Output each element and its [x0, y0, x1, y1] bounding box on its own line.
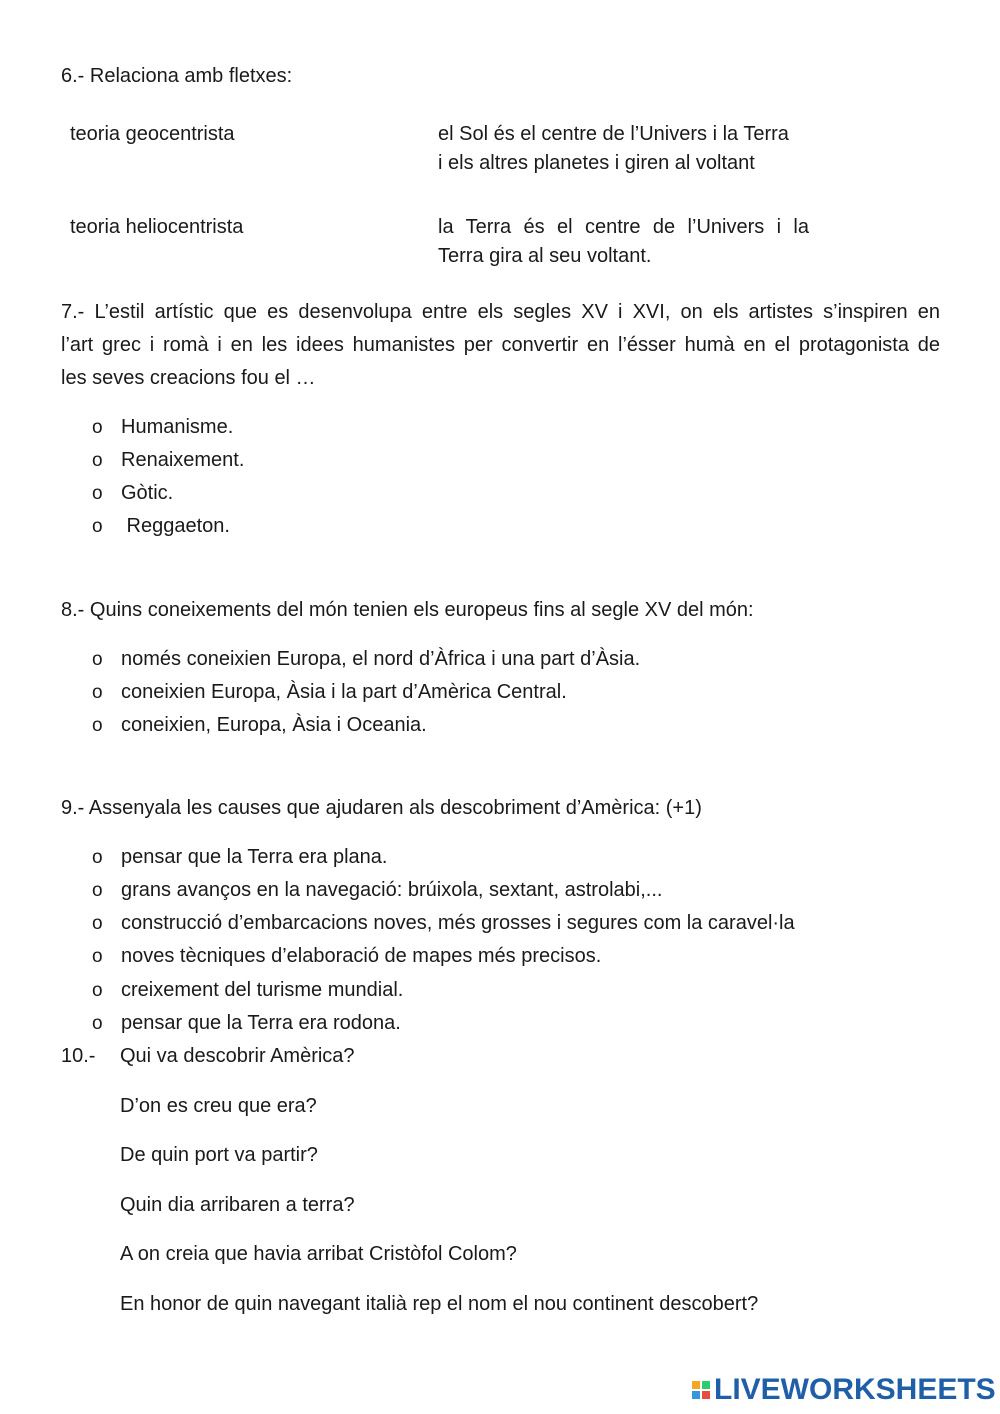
q10-question: A on creia que havia arribat Cristòfol Colom?: [120, 1243, 517, 1265]
bullet-circle-icon: o: [92, 682, 103, 703]
q10-question: D’on es creu que era?: [120, 1095, 317, 1117]
q7-question-line: l’art grec i romà i en les idees humanistes per convertir en l’ésser humà en el protagonista de: [61, 334, 940, 356]
q10-question: Quin dia arribaren a terra?: [120, 1194, 355, 1216]
q9-option[interactable]: [92, 876, 662, 905]
q7-option[interactable]: [92, 512, 230, 541]
q6-right-item-line: Terra gira al seu voltant.: [438, 245, 652, 267]
q7-question-line: les seves creacions fou el …: [61, 367, 316, 389]
logo-mark-icon: [692, 1381, 710, 1399]
q7-option[interactable]: [92, 479, 173, 508]
bullet-circle-icon: o: [92, 649, 103, 670]
bullet-circle-icon: o: [92, 417, 103, 438]
q6-title: 6.- Relaciona amb fletxes:: [61, 65, 293, 87]
q6-left-item: teoria heliocentrista: [70, 216, 244, 238]
option-label: noves tècniques d’elaboració de mapes més precisos.: [121, 945, 602, 967]
q9-option[interactable]: [92, 843, 387, 872]
q7-question-line: 7.- L’estil artístic que es desenvolupa entre els segles XV i XVI, on els artistes s’inspiren en: [61, 301, 940, 323]
bullet-circle-icon: o: [92, 483, 103, 504]
q9-title: 9.- Assenyala les causes que ajudaren als descobriment d’Amèrica: (+1): [61, 797, 702, 819]
q9-option[interactable]: [92, 976, 403, 1005]
q6-right-item-line: i els altres planetes i giren al voltant: [438, 152, 755, 174]
bullet-circle-icon: o: [92, 913, 103, 934]
bullet-circle-icon: o: [92, 516, 103, 537]
option-label: només coneixien Europa, el nord d’Àfrica i una part d’Àsia.: [121, 648, 641, 670]
q10-question: En honor de quin navegant italià rep el nom el nou continent descobert?: [120, 1293, 759, 1315]
q9-option[interactable]: [92, 1009, 401, 1038]
bullet-circle-icon: o: [92, 946, 103, 967]
option-label: creixement del turisme mundial.: [121, 979, 404, 1001]
q10-question: De quin port va partir?: [120, 1144, 318, 1166]
option-label: coneixien Europa, Àsia i la part d’Amèrica Central.: [121, 681, 567, 703]
option-label: pensar que la Terra era rodona.: [121, 1012, 401, 1034]
q9-option[interactable]: [92, 909, 795, 938]
bullet-circle-icon: o: [92, 847, 103, 868]
option-label: coneixien, Europa, Àsia i Oceania.: [121, 714, 427, 736]
q6-left-item: teoria geocentrista: [70, 123, 235, 145]
option-label: Renaixement.: [121, 449, 245, 471]
q9-option[interactable]: [92, 942, 601, 971]
q8-title: 8.- Quins coneixements del món tenien els europeus fins al segle XV del món:: [61, 599, 754, 621]
q6-right-item-line: la Terra és el centre de l’Univers i la: [438, 216, 809, 238]
bullet-circle-icon: o: [92, 715, 103, 736]
q10-question: Qui va descobrir Amèrica?: [120, 1045, 355, 1067]
bullet-circle-icon: o: [92, 880, 103, 901]
option-label: Humanisme.: [121, 416, 234, 438]
option-label: construcció d’embarcacions noves, més grosses i segures com la caravel·la: [121, 912, 795, 934]
q7-option[interactable]: [92, 413, 233, 442]
q8-option[interactable]: [92, 711, 427, 740]
option-label: Gòtic.: [121, 482, 174, 504]
logo-text: LIVEWORKSHEETS: [714, 1373, 996, 1406]
option-label: grans avanços en la navegació: brúixola, sextant, astrolabi,...: [121, 879, 663, 901]
q7-option[interactable]: [92, 446, 244, 475]
bullet-circle-icon: o: [92, 980, 103, 1001]
q8-option[interactable]: [92, 678, 567, 707]
q10-number: 10.-: [61, 1045, 96, 1067]
option-label: Reggaeton.: [121, 515, 230, 537]
bullet-circle-icon: o: [92, 450, 103, 471]
bullet-circle-icon: o: [92, 1013, 103, 1034]
liveworksheets-logo: [692, 1373, 996, 1407]
q8-option[interactable]: [92, 645, 640, 674]
q6-right-item-line: el Sol és el centre de l’Univers i la Terra: [438, 123, 789, 145]
option-label: pensar que la Terra era plana.: [121, 846, 388, 868]
